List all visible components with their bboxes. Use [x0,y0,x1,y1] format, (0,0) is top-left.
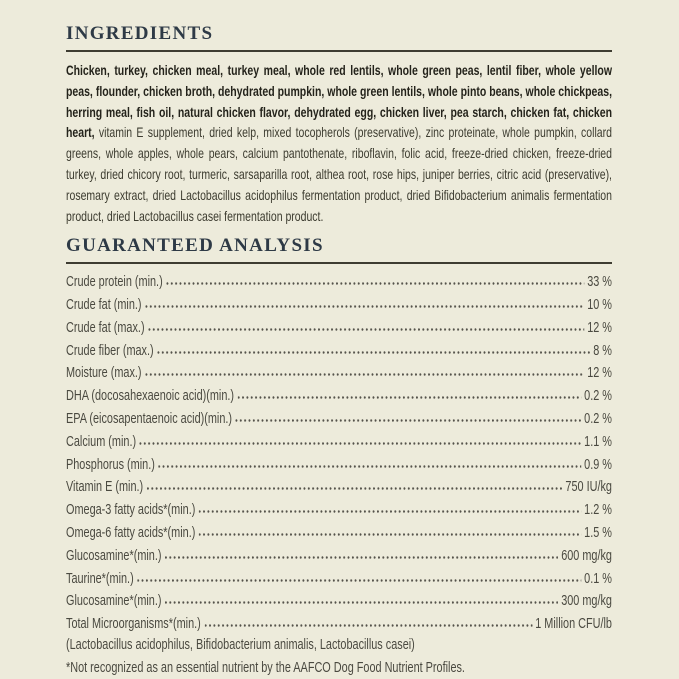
ingredients-heading: INGREDIENTS [66,22,612,52]
analysis-label: EPA (eicosapentaenoic acid)(min.) [66,410,233,427]
analysis-value: 33 % [587,274,612,291]
dot-leader [236,419,581,422]
analysis-label: Crude fat (max.) [66,319,145,336]
dot-leader [199,533,581,536]
dot-leader [166,282,584,285]
analysis-label: Glucosamine*(min.) [66,593,162,610]
analysis-label: Phosphorus (min.) [66,456,155,473]
dot-leader [137,579,581,582]
analysis-label: Crude protein (min.) [66,274,163,291]
table-row [66,429,612,452]
guaranteed-analysis-heading: GUARANTEED ANALYSIS [66,234,612,264]
table-row [66,452,612,475]
analysis-value: 1 Million CFU/lb [535,616,612,633]
analysis-label: Glucosamine*(min.) [66,547,162,564]
analysis-value: 0.1 % [584,570,612,587]
ingredients-text [66,60,612,226]
table-row [66,520,612,543]
analysis-value: 1.1 % [584,433,612,450]
aafco-footnote: *Not recognized as an essential nutrient by the AAFCO Dog Food Nutrient Profiles. [66,659,465,676]
analysis-value: 0.9 % [584,456,612,473]
analysis-label: Moisture (max.) [66,365,142,382]
analysis-value: 0.2 % [584,410,612,427]
dot-leader [145,373,584,376]
analysis-value: 600 mg/kg [561,547,612,564]
table-row [66,611,612,634]
analysis-value: 10 % [587,296,612,313]
analysis-label: Crude fiber (max.) [66,342,154,359]
table-row [66,589,612,612]
table-row [66,292,612,315]
analysis-label: Omega-3 fatty acids*(min.) [66,502,196,519]
dot-leader [199,510,581,513]
dot-leader [159,465,582,468]
ingredients-secondary-list: vitamin E supplement, dried kelp, mixed tocopherols (preservative), zinc proteinate, whole pumpkin, collard greens, whole apples, whole pears, calcium pantothenate, riboflavin, folic acid, freeze-dried chicken, freeze-dried turkey, dried chicory root, turmeric, sarsaparilla root, althea root, rose hips, juniper berries, citric acid (preservative), rosemary extract, dried Lactobacillus acidophilus fermentation product, dried Bifidobacterium animalis fermentation product, dried Lactobacillus casei fermentation product. [66,124,612,224]
analysis-label: Calcium (min.) [66,433,137,450]
analysis-value: 12 % [587,365,612,382]
table-row [66,383,612,406]
table-row [66,406,612,429]
analysis-value: 300 mg/kg [561,593,612,610]
dot-leader [145,305,584,308]
analysis-value: 1.2 % [584,502,612,519]
analysis-label: Total Microorganisms*(min.) [66,616,201,633]
dot-leader [205,624,533,627]
table-row [66,497,612,520]
microorganisms-species-note: (Lactobacillus acidophilus, Bifidobacterium animalis, Lactobacillus casei) [66,637,415,654]
analysis-label: Vitamin E (min.) [66,479,144,496]
analysis-label: Taurine*(min.) [66,570,134,587]
analysis-value: 12 % [587,319,612,336]
table-row [66,361,612,384]
table-row [66,315,612,338]
ingredients-primary-list: Chicken, turkey, chicken meal, turkey meal, whole red lentils, whole green peas, lentil fiber, whole yellow peas, flounder, chicken broth, dehydrated pumpkin, whole green lentils, whole pinto beans, whole chickpeas, herring meal, fish oil, natural chicken flavor, dehydrated egg, chicken liver, pea starch, chicken fat, chicken heart, [66,62,612,141]
analysis-label: Crude fat (min.) [66,296,142,313]
analysis-label: DHA (docosahexaenoic acid)(min.) [66,388,235,405]
dot-leader [165,601,558,604]
analysis-value: 1.5 % [584,524,612,541]
table-row [66,566,612,589]
table-row [66,475,612,498]
dot-leader [148,328,584,331]
table-row [66,338,612,361]
table-row [66,269,612,292]
dot-leader [165,556,558,559]
analysis-table [66,269,612,634]
analysis-value: 0.2 % [584,388,612,405]
dot-leader [140,442,581,445]
dot-leader [238,396,581,399]
analysis-label: Omega-6 fatty acids*(min.) [66,524,196,541]
analysis-value: 750 IU/kg [565,479,612,496]
table-row [66,543,612,566]
dot-leader [157,351,590,354]
analysis-value: 8 % [593,342,612,359]
guaranteed-analysis-section [66,234,612,679]
dot-leader [147,487,563,490]
ingredients-section [66,22,612,226]
